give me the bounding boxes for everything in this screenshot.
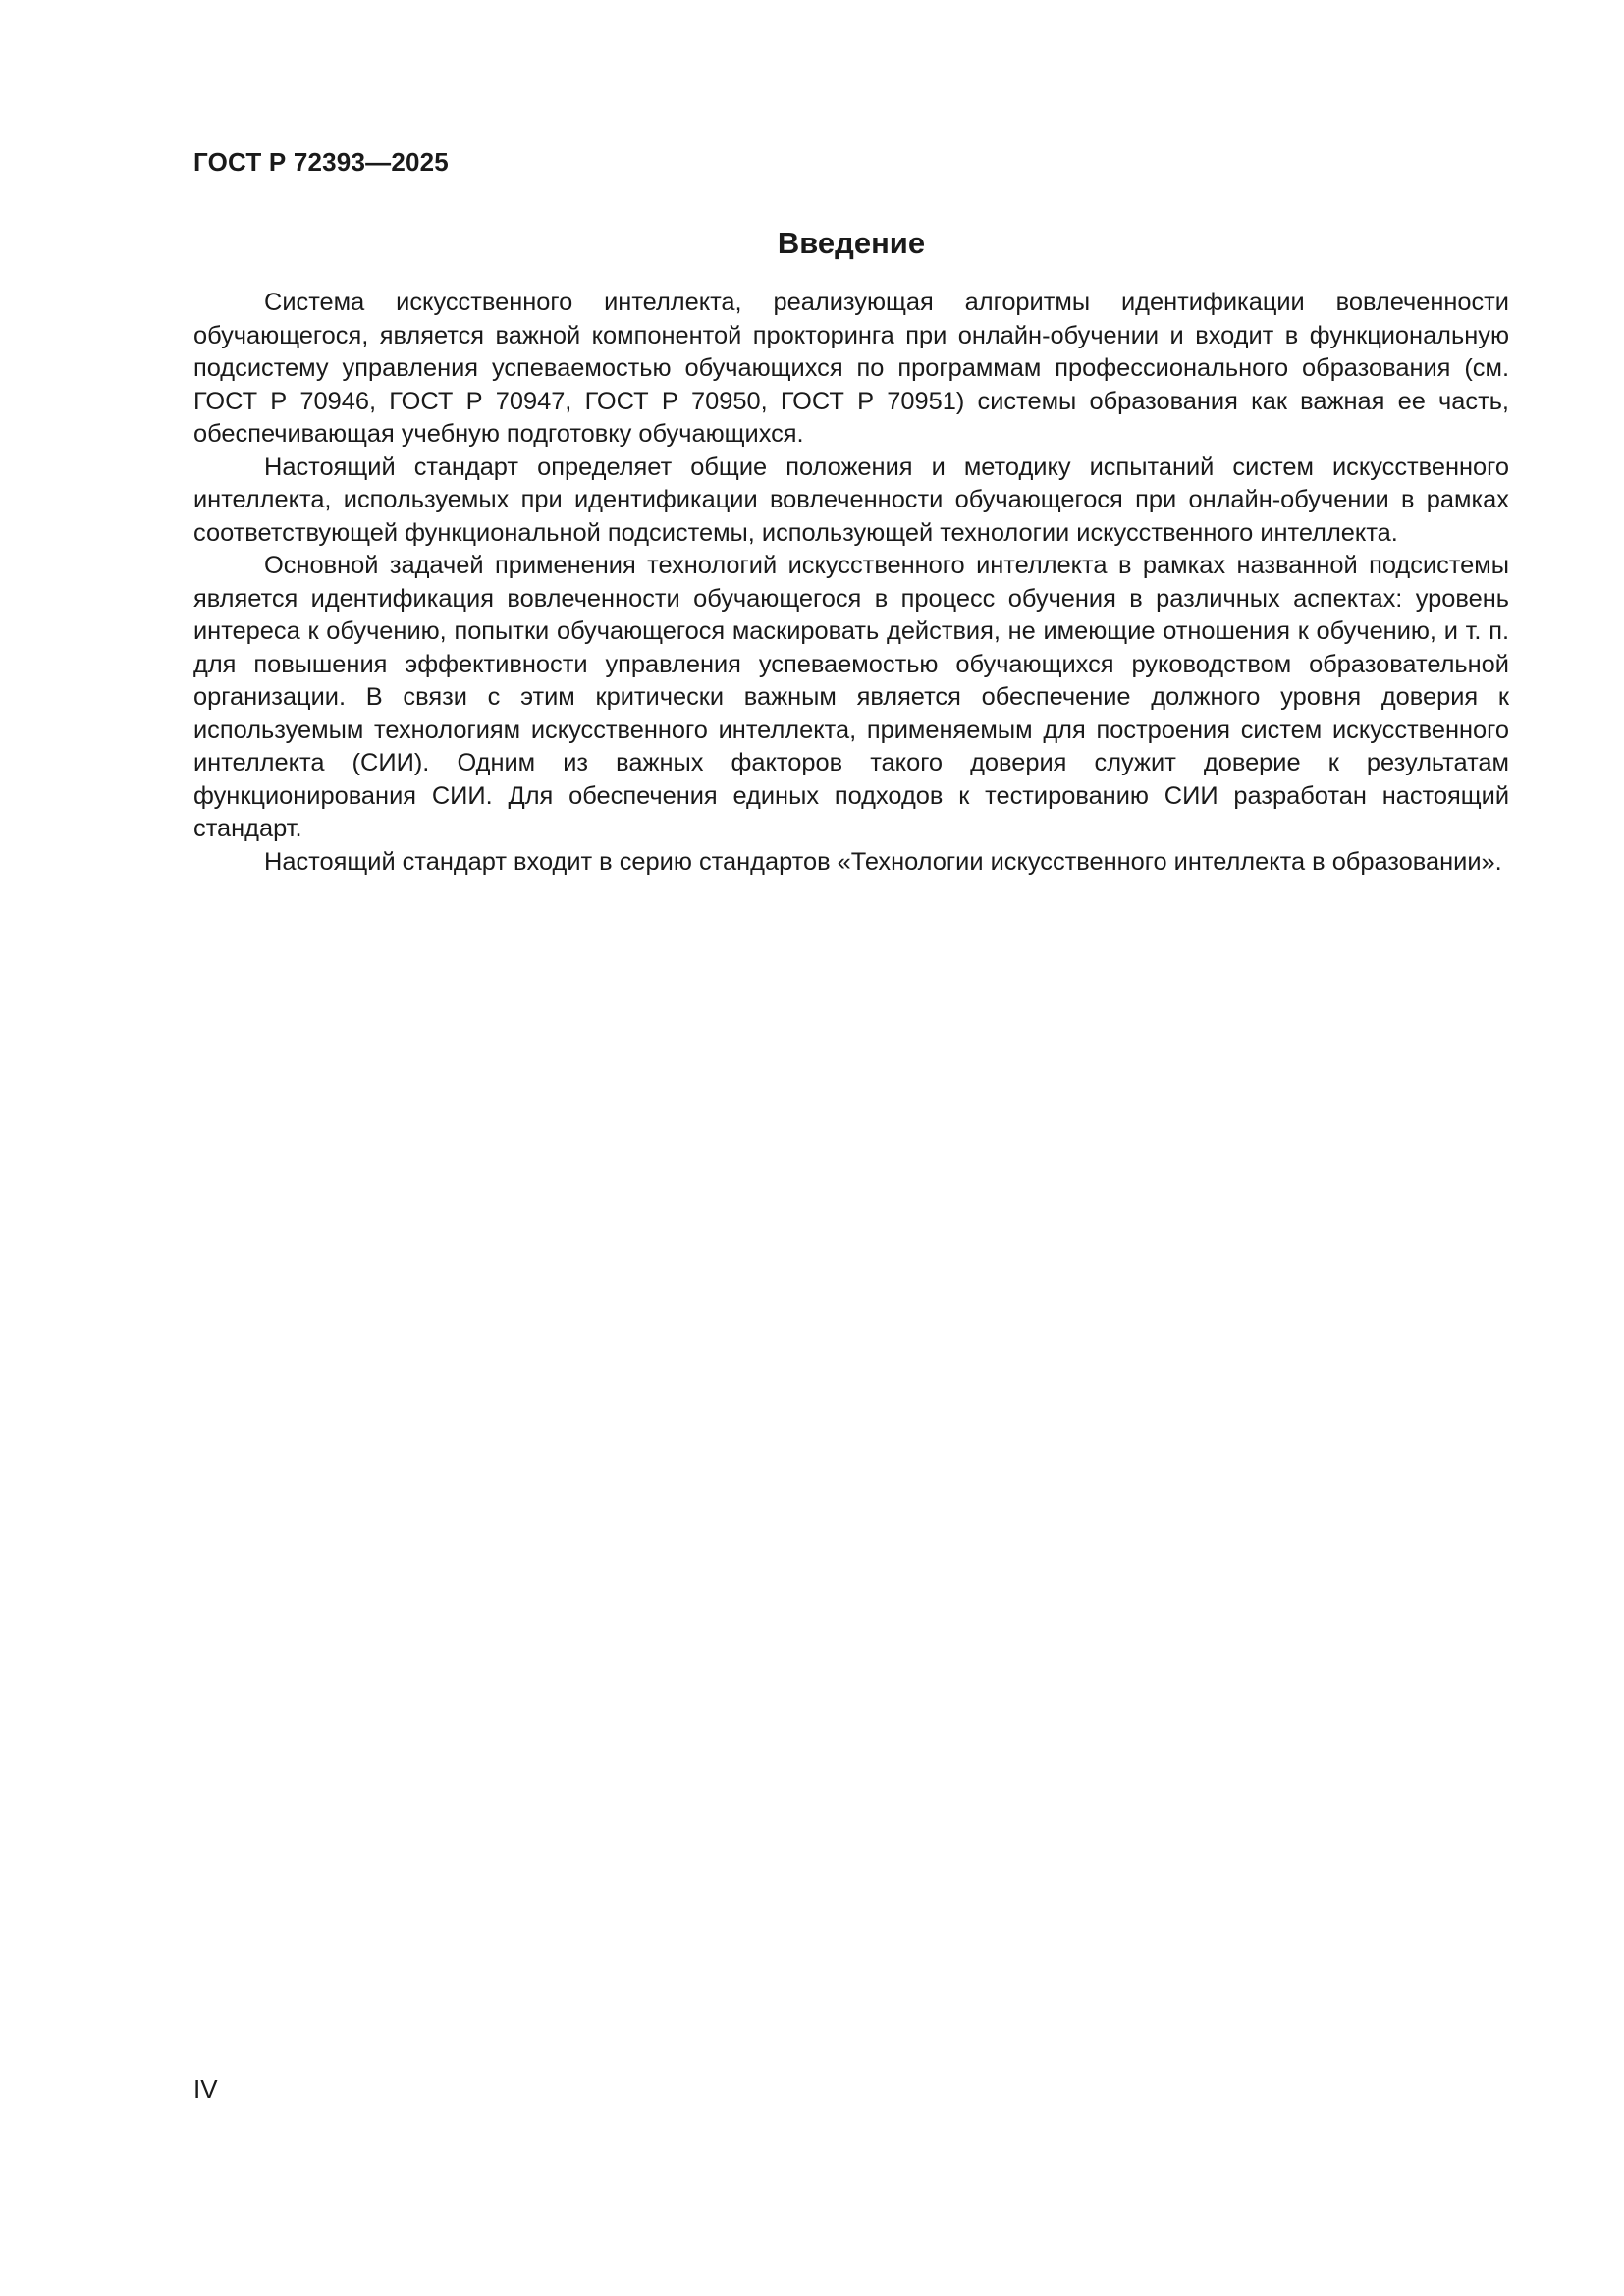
paragraph-1: Система искусственного интеллекта, реализующая алгоритмы идентификации вовлеченности обучающегося, является важной компонентой прокторинга при онлайн-обучении и входит в функциональную подсистему управления успеваемостью обучающихся по программам профессионального образования (см. ГОСТ Р 70946, ГОСТ Р 70947, ГОСТ Р 70950, ГОСТ Р 70951) системы образования как важная ее часть, обеспечивающая учебную подготовку обучающихся. <box>193 289 1509 448</box>
document-code: ГОСТ Р 72393—2025 <box>193 147 449 177</box>
page-number: IV <box>193 2074 218 2104</box>
paragraph-4: Настоящий стандарт входит в серию стандартов «Технологии искусственного интеллекта в образовании». <box>264 847 1502 876</box>
paragraph-3: Основной задачей применения технологий искусственного интеллекта в рамках названной подсистемы является идентификация вовлеченности обучающегося в процесс обучения в различных аспектах: уровень интереса к обучению, попытки обучающегося маскировать действия, не имеющие отношения к обучению, и т. п. для повышения эффективности управления успеваемостью обучающихся руководством образовательной организации. В связи с этим критически важным является обеспечение должного уровня доверия к используемым технологиям искусственного интеллекта, применяемым для построения систем искусственного интеллекта (СИИ). Одним из важных факторов такого доверия служит доверие к результатам функционирования СИИ. Для обеспечения единых подходов к тестированию СИИ разработан настоящий стандарт. <box>193 552 1509 842</box>
body-text <box>193 287 1509 879</box>
section-title: Введение <box>777 226 926 260</box>
paragraph-2: Настоящий стандарт определяет общие положения и методику испытаний систем искусственного интеллекта, используемых при идентификации вовлеченности обучающегося при онлайн-обучении в рамках соответствующей функциональной подсистемы, использующей технологии искусственного интеллекта. <box>193 453 1509 547</box>
